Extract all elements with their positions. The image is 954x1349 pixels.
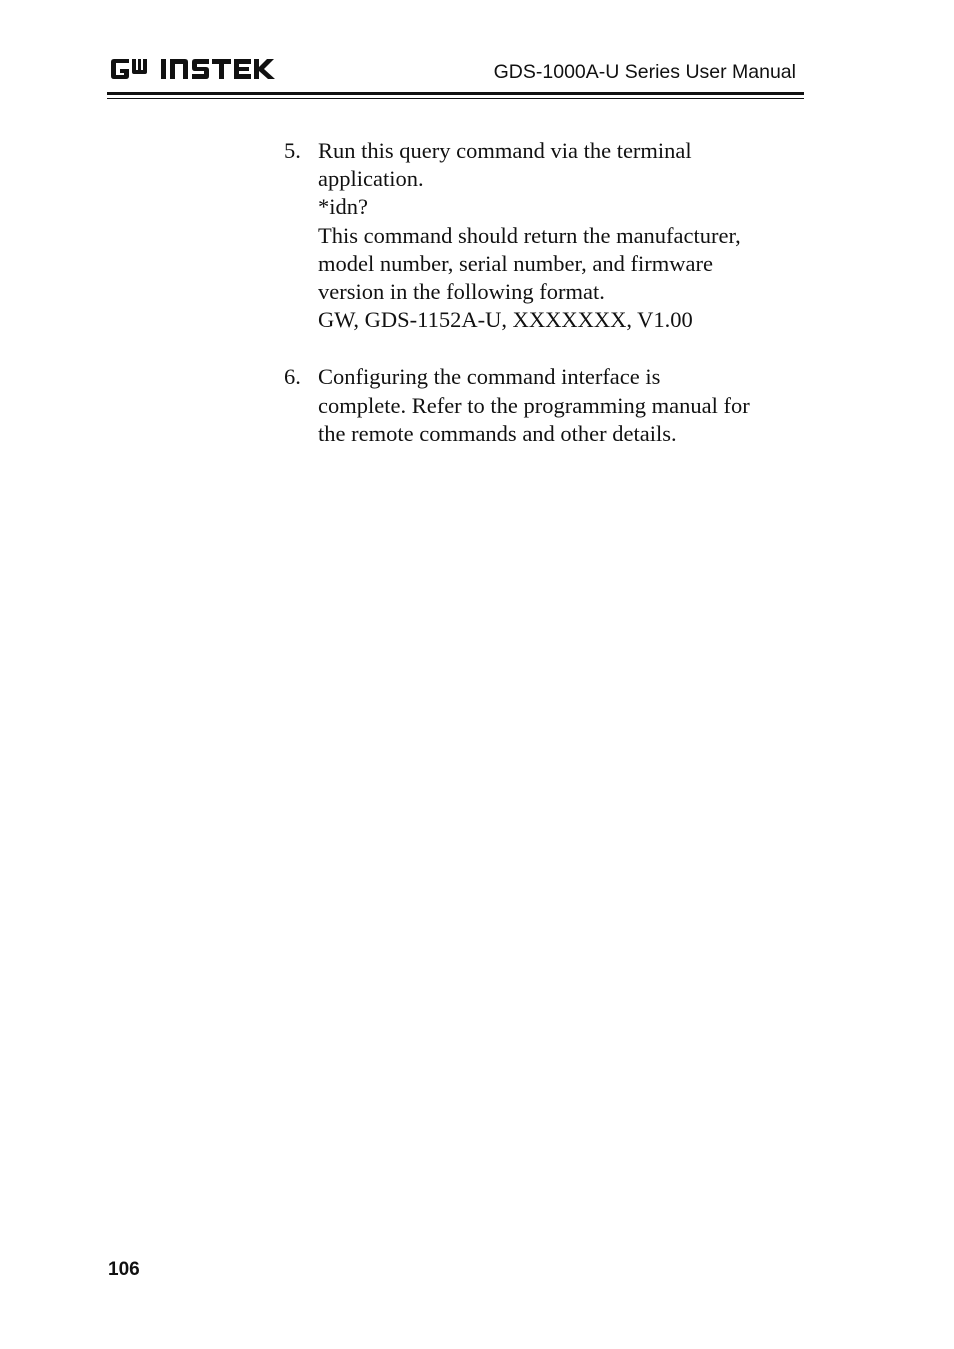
logo-mark: [109, 56, 279, 82]
step-line: model number, serial number, and firmware: [318, 250, 713, 276]
step-text: [318, 363, 814, 448]
step-line: This command should return the manufacturer,: [318, 222, 741, 248]
step-5: [284, 137, 814, 334]
step-line: Run this query command via the terminal: [318, 138, 692, 163]
page-number: 106: [108, 1259, 140, 1280]
step-6: [284, 363, 814, 448]
step-line: application.: [318, 166, 424, 192]
step-text: [318, 137, 814, 334]
step-line: Configuring the command interface is: [318, 364, 661, 390]
step-number: 5.: [284, 138, 301, 163]
query-command: *idn?: [318, 194, 368, 220]
step-number: 6.: [284, 364, 301, 390]
step-line: complete. Refer to the programming manual for: [318, 392, 750, 418]
response-format: GW, GDS-1152A-U, XXXXXXX, V1.00: [318, 307, 693, 333]
instruction-list: [284, 137, 814, 448]
page-header: [107, 52, 804, 102]
manual-title: GDS-1000A-U Series User Manual: [493, 61, 796, 83]
header-rule-thick: [107, 92, 804, 95]
gw-instek-logo: [109, 56, 279, 82]
step-line: version in the following format.: [318, 279, 605, 305]
header-rule-thin: [107, 98, 804, 99]
step-line: the remote commands and other details.: [318, 420, 677, 446]
